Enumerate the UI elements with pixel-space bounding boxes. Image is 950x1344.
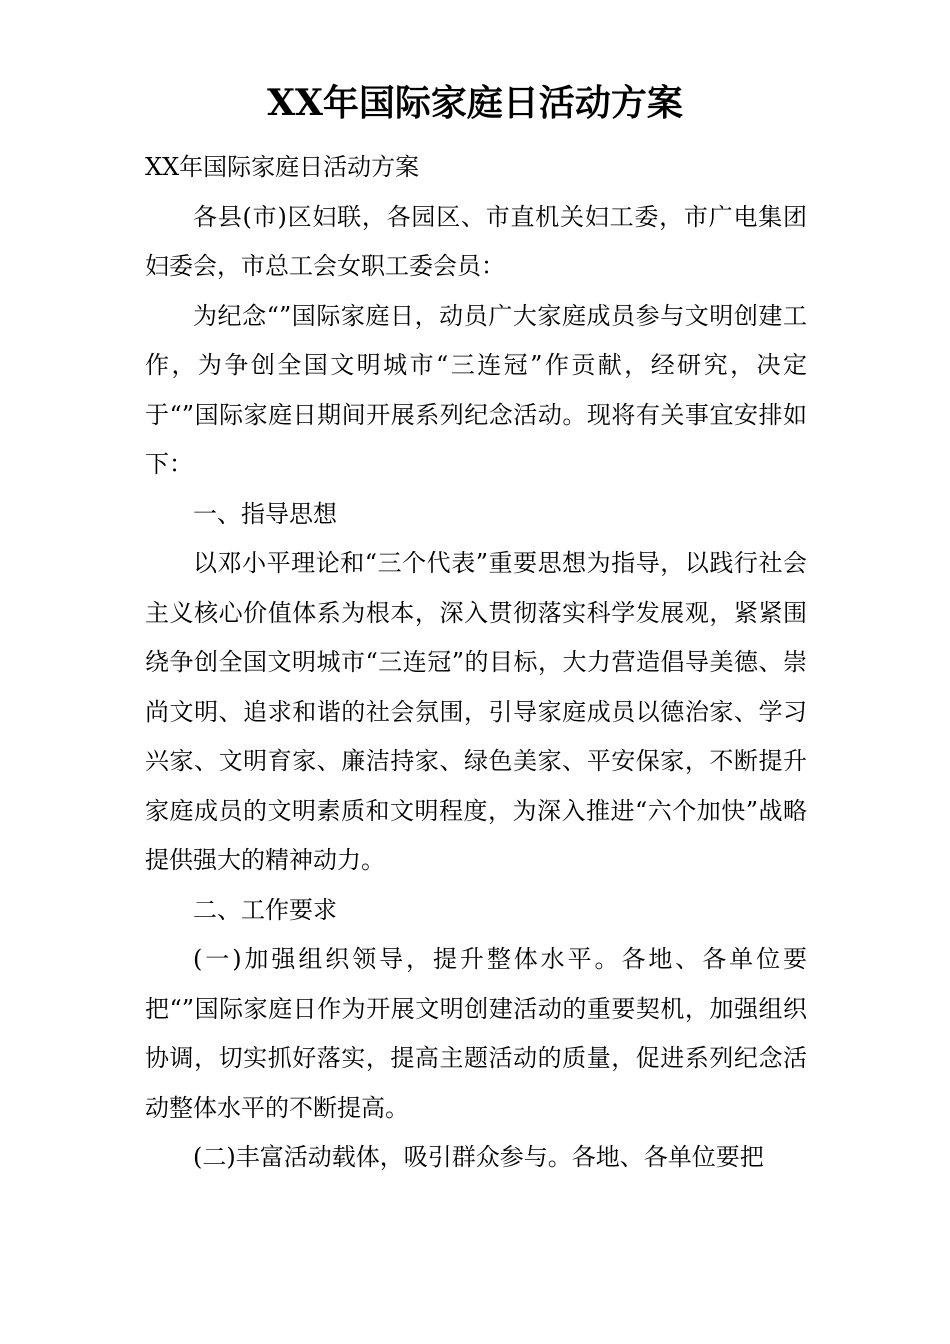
intro-paragraph: 为纪念“”国际家庭日，动员广大家庭成员参与文明创建工作，为争创全国文明城市“三连冠”作贡献，经研究，决定于“”国际家庭日期间开展系列纪念活动。现将有关事宜安排如下： bbox=[145, 301, 807, 478]
document-body bbox=[145, 143, 807, 1183]
requirement-2-paragraph: (二)丰富活动载体，吸引群众参与。各地、各单位要把 bbox=[193, 1143, 764, 1171]
subtitle-paragraph: XX年国际家庭日活动方案 bbox=[145, 153, 420, 181]
requirement-1-paragraph: (一)加强组织领导，提升整体水平。各地、各单位要把“”国际家庭日作为开展文明创建活动的重要契机，加强组织协调，切实抓好落实，提高主题活动的质量，促进系列纪念活动整体水平的不断提高。 bbox=[145, 945, 807, 1122]
section-heading-work-requirements: 二、工作要求 bbox=[193, 895, 337, 924]
section-heading-guiding-ideology: 一、指导思想 bbox=[193, 499, 337, 528]
guiding-ideology-paragraph: 以邓小平理论和“三个代表”重要思想为指导，以践行社会主义核心价值体系为根本，深入贯彻落实科学发展观，紧紧围绕争创全国文明城市“三连冠”的目标，大力营造倡导美德、崇尚文明、追求和谐的社会氛围，引导家庭成员以德治家、学习兴家、文明育家、廉洁持家、绿色美家、平安保家，不断提升家庭成员的文明素质和文明程度，为深入推进“六个加快”战略提供强大的精神动力。 bbox=[145, 549, 807, 874]
salutation-paragraph: 各县(市)区妇联，各园区、市直机关妇工委，市广电集团妇委会，市总工会女职工委会员： bbox=[145, 202, 807, 280]
document-title: XX年国际家庭日活动方案 bbox=[267, 82, 683, 124]
